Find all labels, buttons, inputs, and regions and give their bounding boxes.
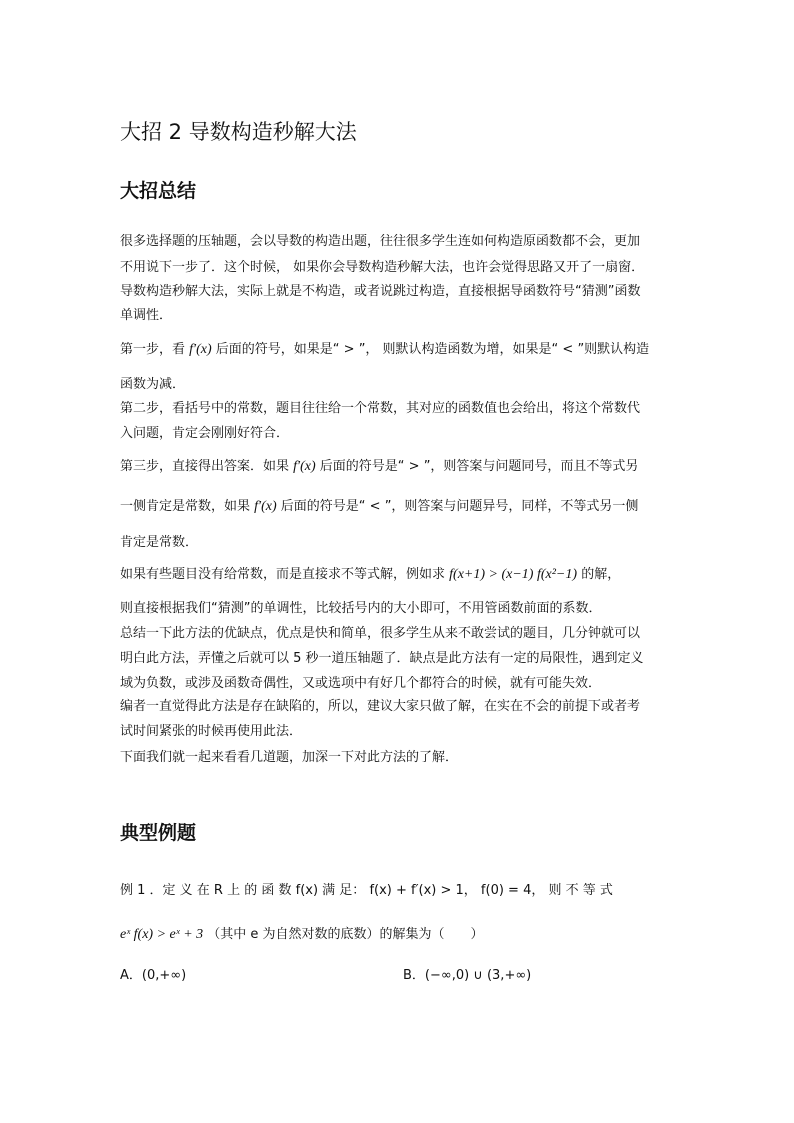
step3-b-post: 后面的符号是“ < ”，则答案与问题异号，同样，不等式另一侧 [280, 499, 639, 514]
example1-question-line1: 例 1 ．定 义 在 R 上 的 函 数 f(x) 满 足： f(x) + f′(x) > 1， f(0) = 4， 则 不 等 式 [120, 883, 613, 898]
exponential-inequality: eˣ f(x) > eˣ + 3 [120, 927, 204, 942]
section-heading-examples: 典型例题 [120, 822, 197, 844]
intro-line: 不用说下一步了．这个时候， 如果你会导数构造秒解大法，也许会觉得思路又开了一扇窗． [120, 260, 645, 275]
derivative-formula: f′(x) [254, 499, 277, 514]
para5-line: 明白此方法，弄懂之后就可以 5 秒一道压轴题了．缺点是此方法有一定的局限性，遇到定义 [120, 651, 644, 666]
para4-line2: 则直接根据我们“猜测”的单调性，比较括号内的大小即可，不用管函数前面的系数． [120, 601, 602, 616]
step1-pre: 第一步，看 [120, 342, 186, 357]
para4-line [120, 566, 620, 584]
derivative-formula: f′(x) [189, 342, 212, 357]
derivative-formula: f′(x) [293, 459, 316, 474]
step2-line: 第二步，看括号中的常数，题目往往给一个常数，其对应的函数值也会给出，将这个常数代 [120, 401, 641, 416]
step3-line [120, 498, 638, 516]
intro-line: 很多选择题的压轴题，会以导数的构造出题，往往很多学生连如何构造原函数都不会，更加 [120, 234, 641, 249]
intro-line: 导数构造秒解大法，实际上就是不构造，或者说跳过构造，直接根据导函数符号“猜测”函数 [120, 284, 641, 299]
step3-a-post: 后面的符号是“ > ”，则答案与问题同号，而且不等式另 [319, 459, 639, 474]
step2-line: 入问题，肯定会刚刚好符合． [120, 426, 290, 441]
example1-question-line2 [120, 926, 484, 944]
step3-line [120, 458, 638, 476]
para6-line: 编者一直觉得此方法是存在缺陷的，所以，建议大家只做了解，在实在不会的前提下或者考 [120, 699, 641, 714]
para5-line: 总结一下此方法的优缺点，优点是快和简单，很多学生从来不敢尝试的题目，几分钟就可以 [120, 626, 641, 641]
option-b: B．(−∞,0) ∪ (3,+∞) [403, 968, 532, 983]
page-title: 大招 2 导数构造秒解大法 [120, 120, 357, 144]
para6-line: 试时间紧张的时候再使用此法． [120, 724, 303, 739]
para7-line: 下面我们就一起来看看几道题，加深一下对此方法的了解． [120, 750, 459, 765]
step1-line2: 函数为减． [120, 377, 186, 392]
inequality-formula: f(x+1) > (x−1) f(x²−1) [449, 567, 578, 582]
section-heading-summary: 大招总结 [120, 180, 197, 202]
example1-line2-text: （其中 e 为自然对数的底数）的解集为（ ） [207, 927, 484, 942]
para5-line: 域为负数，或涉及函数奇偶性，又或选项中有好几个都符合的时候，就有可能失效． [120, 676, 602, 691]
para4-pre: 如果有些题目没有给常数，而是直接求不等式解，例如求 [120, 567, 446, 582]
step3-line: 肯定是常数． [120, 535, 199, 550]
intro-line: 单调性． [120, 308, 173, 323]
step3-b-pre: 一侧肯定是常数，如果 [120, 499, 251, 514]
step1-post: 后面的符号，如果是“ > ”， 则默认构造函数为增，如果是“ < ”则默认构造 [215, 342, 650, 357]
step1-line [120, 341, 649, 359]
step3-a-pre: 第三步，直接得出答案．如果 [120, 459, 290, 474]
para4-post: 的解， [581, 567, 621, 582]
option-a: A．(0,+∞) [120, 968, 187, 983]
